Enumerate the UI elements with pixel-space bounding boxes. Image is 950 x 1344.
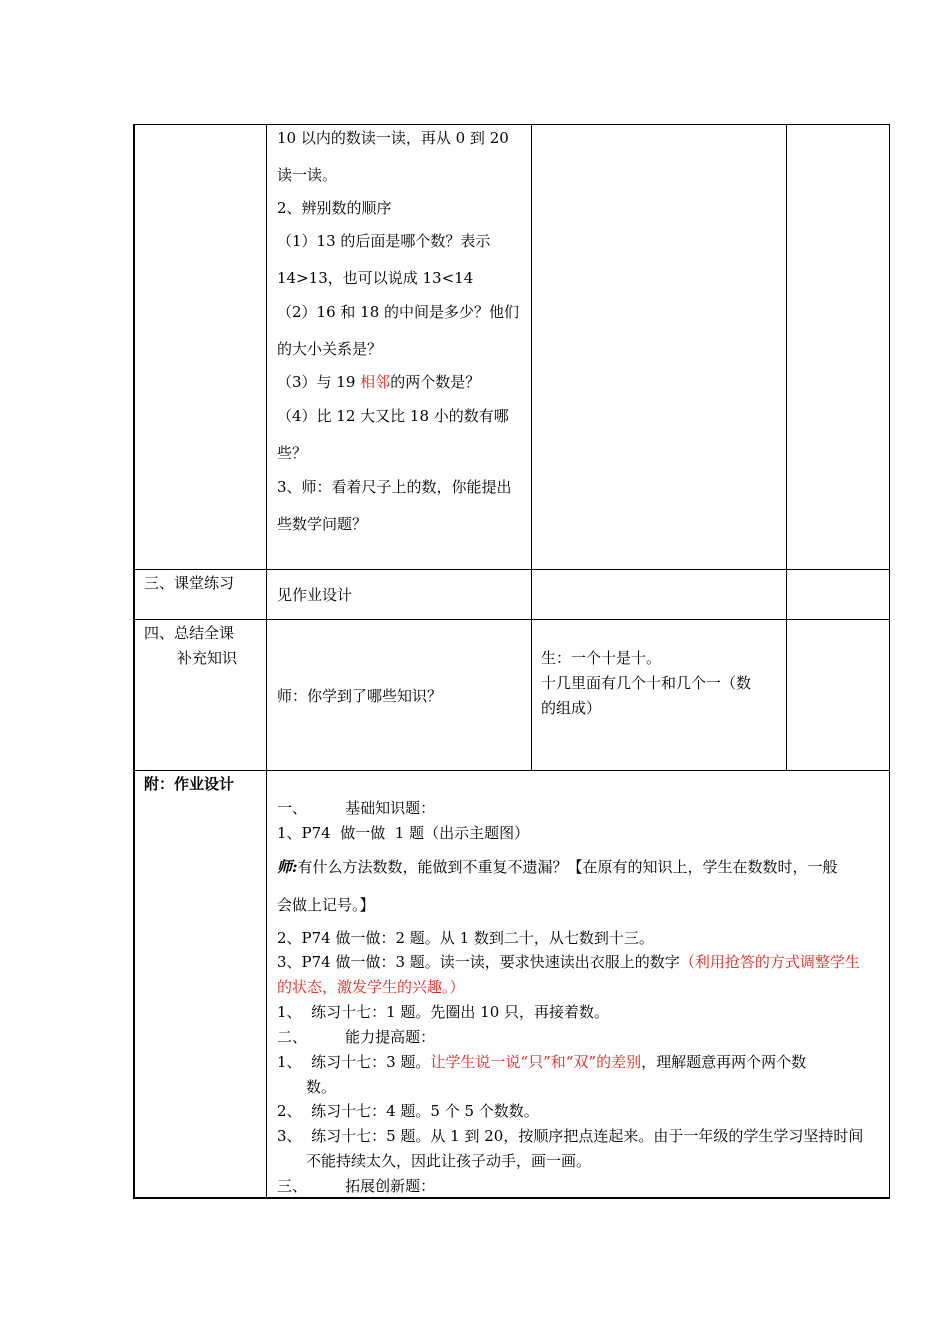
row2-section-label: 三、课堂练习: [144, 574, 235, 592]
row3-teacher-question: 师：你学到了哪些知识？: [277, 687, 443, 705]
row1-line-4: （1）13 的后面是哪个数？表示: [277, 232, 491, 250]
homework-line-2a: [277, 857, 838, 877]
row3-section-sublabel: 补充知识: [177, 649, 238, 667]
homework-section-2-heading: 二、 能力提高题：: [277, 1028, 436, 1046]
homework-label: 附：作业设计: [144, 775, 235, 793]
homework-section-3-heading: 三、 拓展创新题：: [277, 1177, 436, 1195]
row1-line-2: 读一读。: [277, 166, 338, 184]
homework-line-6-highlight: 让学生说一说“只”和“双”的差别: [430, 1053, 642, 1071]
row1-item3-highlight: 相邻: [360, 373, 391, 391]
row1-line-12: 些数学问题？: [277, 515, 368, 533]
table-row-divider-3: [133, 770, 890, 771]
homework-line-7: 2、 练习十七：4 题。5 个 5 个数数。: [277, 1102, 539, 1120]
homework-line-6a: [277, 1052, 806, 1072]
table-left-border: [133, 124, 135, 1199]
homework-line-6c: 数。: [306, 1078, 337, 1096]
row3-student-line-1: 生：一个十是十。: [541, 649, 662, 667]
row1-line-8: [277, 372, 480, 392]
homework-line-1: 1、P74 做一做 1 题（出示主题图）: [277, 824, 530, 842]
row2-content: 见作业设计: [277, 586, 353, 604]
homework-line-6a-text: 1、 练习十七：3 题。: [277, 1053, 431, 1071]
table-col-divider-1: [266, 124, 267, 1199]
table-col-divider-2: [531, 124, 532, 771]
table-col-divider-3: [786, 124, 787, 771]
homework-line-4b: 的状态，激发学生的兴趣。）: [277, 978, 465, 996]
row1-line-10: 些？: [277, 444, 308, 462]
table-row-divider-1: [133, 569, 890, 570]
homework-line-5: 1、 练习十七：1 题。先圈出 10 只，再接着数。: [277, 1003, 610, 1021]
row1-line-1: 10 以内的数读一读，再从 0 到 20: [277, 129, 509, 147]
homework-line-6b-text: ，理解题意再两个两个数: [641, 1053, 807, 1071]
homework-section-1-heading: 一、 基础知识题：: [277, 799, 436, 817]
row1-item3-a: （3）与 19: [277, 373, 361, 391]
row1-line-7: 的大小关系是？: [277, 340, 383, 358]
homework-line-4a-text: 3、P74 做一做：3 题。读一读，要求快速读出衣服上的数字: [277, 953, 680, 971]
row1-line-3: 2、辨别数的顺序: [277, 199, 392, 217]
homework-line-2b: 会做上记号。】: [277, 896, 375, 914]
homework-line-8a: 3、 练习十七：5 题。从 1 到 20，按顺序把点连起来。由于一年级的学生学习坚持时间: [277, 1127, 864, 1145]
teacher-lead: 师:: [277, 858, 298, 876]
homework-line-3: 2、P74 做一做：2 题。从 1 数到二十，从七数到十三。: [277, 929, 654, 947]
row1-line-11: 3、师：看着尺子上的数，你能提出: [277, 478, 512, 496]
table-row-divider-2: [133, 619, 890, 620]
row1-line-5: 14>13，也可以说成 13<14: [277, 269, 474, 287]
row1-item3-b: 的两个数是？: [390, 373, 481, 391]
row3-student-line-2: 十几里面有几个十和几个一（数: [541, 674, 752, 692]
homework-line-4-highlight: （利用抢答的方式调整学生: [679, 953, 860, 971]
homework-line-2a-text: 有什么方法数数，能做到不重复不遗漏？【在原有的知识上，学生在数数时，一般: [297, 858, 838, 876]
table-right-border: [889, 124, 890, 1199]
table-top-border: [133, 124, 890, 125]
row1-line-6: （2）16 和 18 的中间是多少？他们: [277, 303, 520, 321]
row3-student-line-3: 的组成）: [541, 699, 602, 717]
table-bottom-border: [133, 1197, 890, 1199]
homework-line-8b: 不能持续太久，因此让孩子动手，画一画。: [306, 1152, 592, 1170]
row3-section-label: 四、总结全课: [144, 624, 235, 642]
homework-line-4a: [277, 952, 860, 972]
row1-line-9: （4）比 12 大又比 18 小的数有哪: [277, 407, 509, 425]
